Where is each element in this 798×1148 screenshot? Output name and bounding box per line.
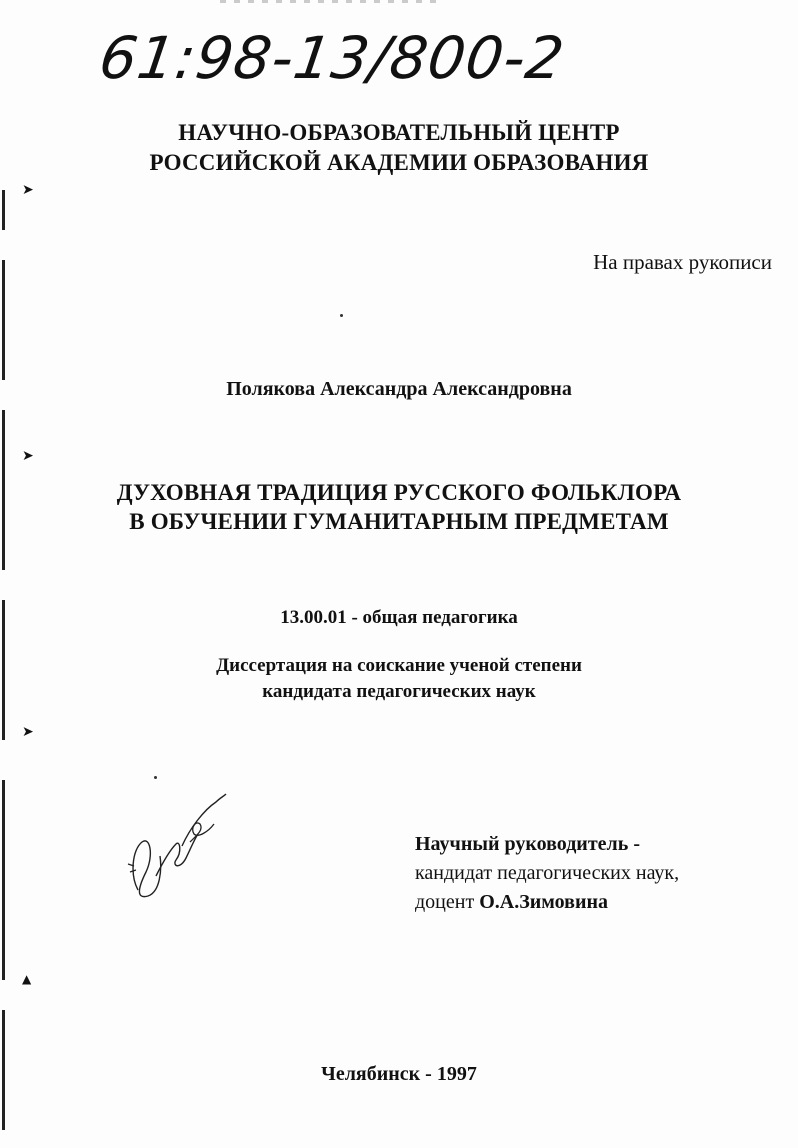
degree-statement (0, 653, 798, 705)
degree-line-2: кандидата педагогических наук (262, 681, 536, 702)
supervisor-position: доцент (415, 891, 475, 913)
city-year: Челябинск - 1997 (321, 1063, 477, 1085)
scan-mark-icon: ▲ (22, 972, 32, 986)
scan-artifact-top (220, 0, 440, 3)
scan-mark-icon: ➤ (22, 182, 34, 198)
specialty-code: 13.00.01 - общая педагогика (280, 607, 518, 628)
supervisor-rank: кандидат педагогических наук, (415, 862, 680, 884)
organization-line-1: НАУЧНО-ОБРАЗОВАТЕЛЬНЫЙ ЦЕНТР (178, 120, 620, 145)
degree-line-1: Диссертация на соискание ученой степени (216, 655, 582, 676)
organization-line-2: РОССИЙСКОЙ АКАДЕМИИ ОБРАЗОВАНИЯ (149, 150, 649, 175)
dissertation-title (0, 478, 798, 536)
organization-heading (0, 118, 798, 178)
supervisor-block (415, 830, 679, 917)
supervisor-role: Научный руководитель - (415, 833, 640, 855)
scan-edge-tick (2, 260, 5, 380)
scan-mark-icon: ➤ (22, 724, 34, 740)
scan-edge-tick (2, 190, 5, 230)
handwritten-shelf-number: 61:98-13/800-2 (95, 24, 569, 92)
rights-note: На правах рукописи (593, 250, 772, 274)
title-line-1: ДУХОВНАЯ ТРАДИЦИЯ РУССКОГО ФОЛЬКЛОРА (116, 480, 682, 505)
scan-speck (154, 776, 157, 779)
scan-mark-icon: ➤ (22, 448, 34, 464)
handwritten-signature (120, 780, 230, 910)
scan-edge-tick (2, 780, 5, 980)
supervisor-position-line (415, 888, 679, 917)
title-line-2: В ОБУЧЕНИИ ГУМАНИТАРНЫМ ПРЕДМЕТАМ (129, 509, 669, 534)
scan-speck (340, 314, 343, 317)
author-name: Полякова Александра Александровна (226, 378, 572, 400)
supervisor-name: О.А.Зимовина (479, 891, 608, 913)
